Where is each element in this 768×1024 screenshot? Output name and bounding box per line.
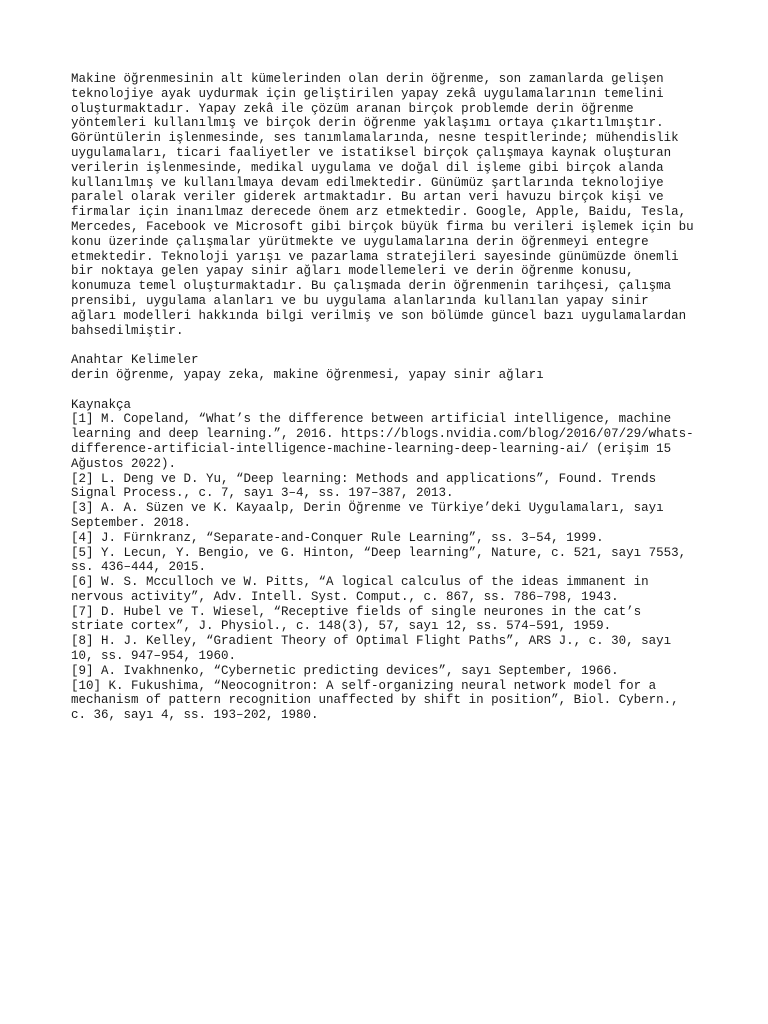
reference-item: [6] W. S. Mcculloch ve W. Pitts, “A logical calculus of the ideas immanent in nervous activity”, Adv. Intell. Syst. Comput., c. 867, ss. 786–798, 1943.	[71, 575, 649, 604]
reference-item: [2] L. Deng ve D. Yu, “Deep learning: Methods and applications”, Found. Trends Signal Process., c. 7, sayı 3–4, ss. 197–387, 2013.	[71, 471, 657, 501]
reference-item: [8] H. J. Kelley, “Gradient Theory of Optimal Flight Paths”, ARS J., c. 30, sayı 10, ss. 947–954, 1960.	[71, 634, 672, 664]
keywords-heading: Anahtar Kelimeler	[71, 353, 199, 368]
spacer	[71, 383, 711, 398]
reference-item: [3] A. A. Süzen ve K. Kayaalp, Derin Öğrenme ve Türkiye’deki Uygulamaları, sayı September. 2018.	[71, 501, 664, 530]
reference-item: [4] J. Fürnkranz, “Separate-and-Conquer Rule Learning”, ss. 3–54, 1999.	[71, 530, 604, 545]
keywords-text: derin öğrenme, yapay zeka, makine öğrenmesi, yapay sinir ağları	[71, 367, 544, 382]
reference-item: [9] A. Ivakhnenko, “Cybernetic predicting devices”, sayı September, 1966.	[71, 663, 619, 678]
reference-item: [10] K. Fukushima, “Neocognitron: A self-organizing neural network model for a mechanism of pattern recognition unaffected by shift in position”, Biol. Cybern., c. 36, sayı 4, ss. 193–202, 1980.	[71, 678, 679, 723]
spacer	[71, 338, 711, 353]
references-list	[71, 412, 711, 723]
reference-item: [5] Y. Lecun, Y. Bengio, ve G. Hinton, “Deep learning”, Nature, c. 521, sayı 7553, ss. 436–444, 2015.	[71, 545, 687, 575]
document-page	[71, 72, 711, 723]
references-heading: Kaynakça	[71, 397, 132, 412]
reference-item: [7] D. Hubel ve T. Wiesel, “Receptive fields of single neurones in the cat’s striate cortex”, J. Physiol., c. 148(3), 57, sayı 12, ss. 574–591, 1959.	[71, 604, 642, 634]
abstract-paragraph: Makine öğrenmesinin alt kümelerinden olan derin öğrenme, son zamanlarda gelişen teknolojiye ayak uydurmak için geliştirilen yapay zekâ uygulamalarının temelini oluşturmaktadır. Yapay zekâ ile çözüm aranan birçok problemde derin öğrenme yöntemleri kullanılmış ve birçok derin öğrenme yaklaşımı ortaya çıkartılmıştır. Görüntülerin işlenmesinde, ses tanımlamalarında, nesne tespitlerinde; mühendislik uygulamaları, ticari faaliyetler ve istatiksel birçok çalışmaya kaynak oluşturan verilerin işlenmesinde, medikal uygulama ve doğal dil işleme gibi birçok alanda kullanılmış ve kullanılmaya devam edilmektedir. Günümüz şartlarında teknolojiye paralel olarak veriler giderek artmaktadır. Bu artan veri havuzu birçok kişi ve firmalar için inanılmaz derecede önem arz etmektedir. Google, Apple, Baidu, Tesla, Mercedes, Facebook ve Microsoft gibi birçok büyük firma bu verileri işlemek için bu konu üzerinde çalışmalar yürütmekte ve uygulamalarına derin öğrenmeyi entegre etmektedir. Teknoloji yarışı ve pazarlama stratejileri sayesinde günümüzde önemli bir noktaya gelen yapay sinir ağları modellemeleri ve derin öğrenme konusu, konumuza temel oluşturmaktadır. Bu çalışmada derin öğrenmenin tarihçesi, çalışma prensibi, uygulama alanları ve bu uygulama alanlarında kullanılan yapay sinir ağları modelleri hakkında bilgi verilmiş ve son bölümde güncel bazı uygulamalardan bahsedilmiştir.	[71, 72, 694, 338]
reference-item: [1] M. Copeland, “What’s the difference between artificial intelligence, machine learning and deep learning.”, 2016. https://blogs.nvidia.com/blog/2016/07/29/whats- difference-artificial-intelligence-machine-learning-deep-learning-ai/ (erişim 15 Ağustos 2022).	[71, 412, 694, 471]
